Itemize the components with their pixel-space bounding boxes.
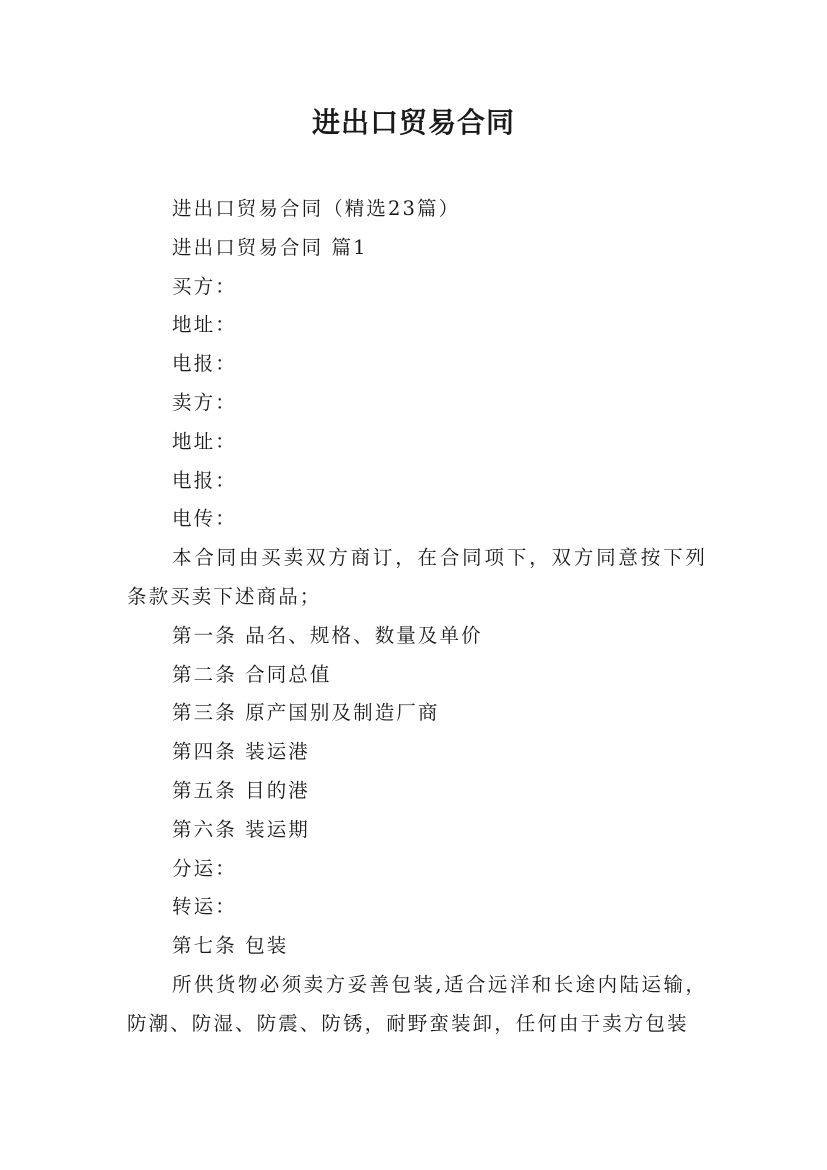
paragraph-buyer-telegram: 电报： <box>172 352 237 376</box>
paragraph-intro: 本合同由买卖双方商订，在合同项下，双方同意按下列条款买卖下述商品； <box>127 546 707 608</box>
paragraph-article-4: 第四条 装运港 <box>172 740 310 764</box>
paragraph-partial-shipment: 分运： <box>172 856 237 880</box>
document-title: 进出口贸易合同 <box>311 106 515 139</box>
paragraph-seller-telegram: 电报： <box>172 468 237 492</box>
paragraph-article-2: 第二条 合同总值 <box>172 662 332 686</box>
paragraph-article-7: 第七条 包装 <box>172 934 289 958</box>
paragraph-seller-telex: 电传： <box>172 507 237 531</box>
paragraph-packing-text: 所供货物必须卖方妥善包装,适合远洋和长途内陆运输，防潮、防湿、防震、防锈，耐野蛮装卸，任何由于卖方包装 <box>127 972 707 1035</box>
paragraph-article-5: 第五条 目的港 <box>172 778 310 802</box>
paragraph-seller-address: 地址： <box>172 429 237 453</box>
paragraph-transshipment: 转运： <box>172 895 237 919</box>
paragraph-article-6: 第六条 装运期 <box>172 817 310 841</box>
paragraph-buyer: 买方： <box>172 274 237 298</box>
paragraph-seller: 卖方： <box>172 390 237 414</box>
paragraph-section-heading: 进出口贸易合同 篇1 <box>172 235 368 259</box>
paragraph-article-3: 第三条 原产国别及制造厂商 <box>172 701 440 725</box>
document-body <box>127 190 707 1044</box>
paragraph-article-1: 第一条 品名、规格、数量及单价 <box>172 623 483 647</box>
paragraph-buyer-address: 地址： <box>172 313 237 337</box>
paragraph-subtitle: 进出口贸易合同（精选23篇） <box>172 197 461 220</box>
